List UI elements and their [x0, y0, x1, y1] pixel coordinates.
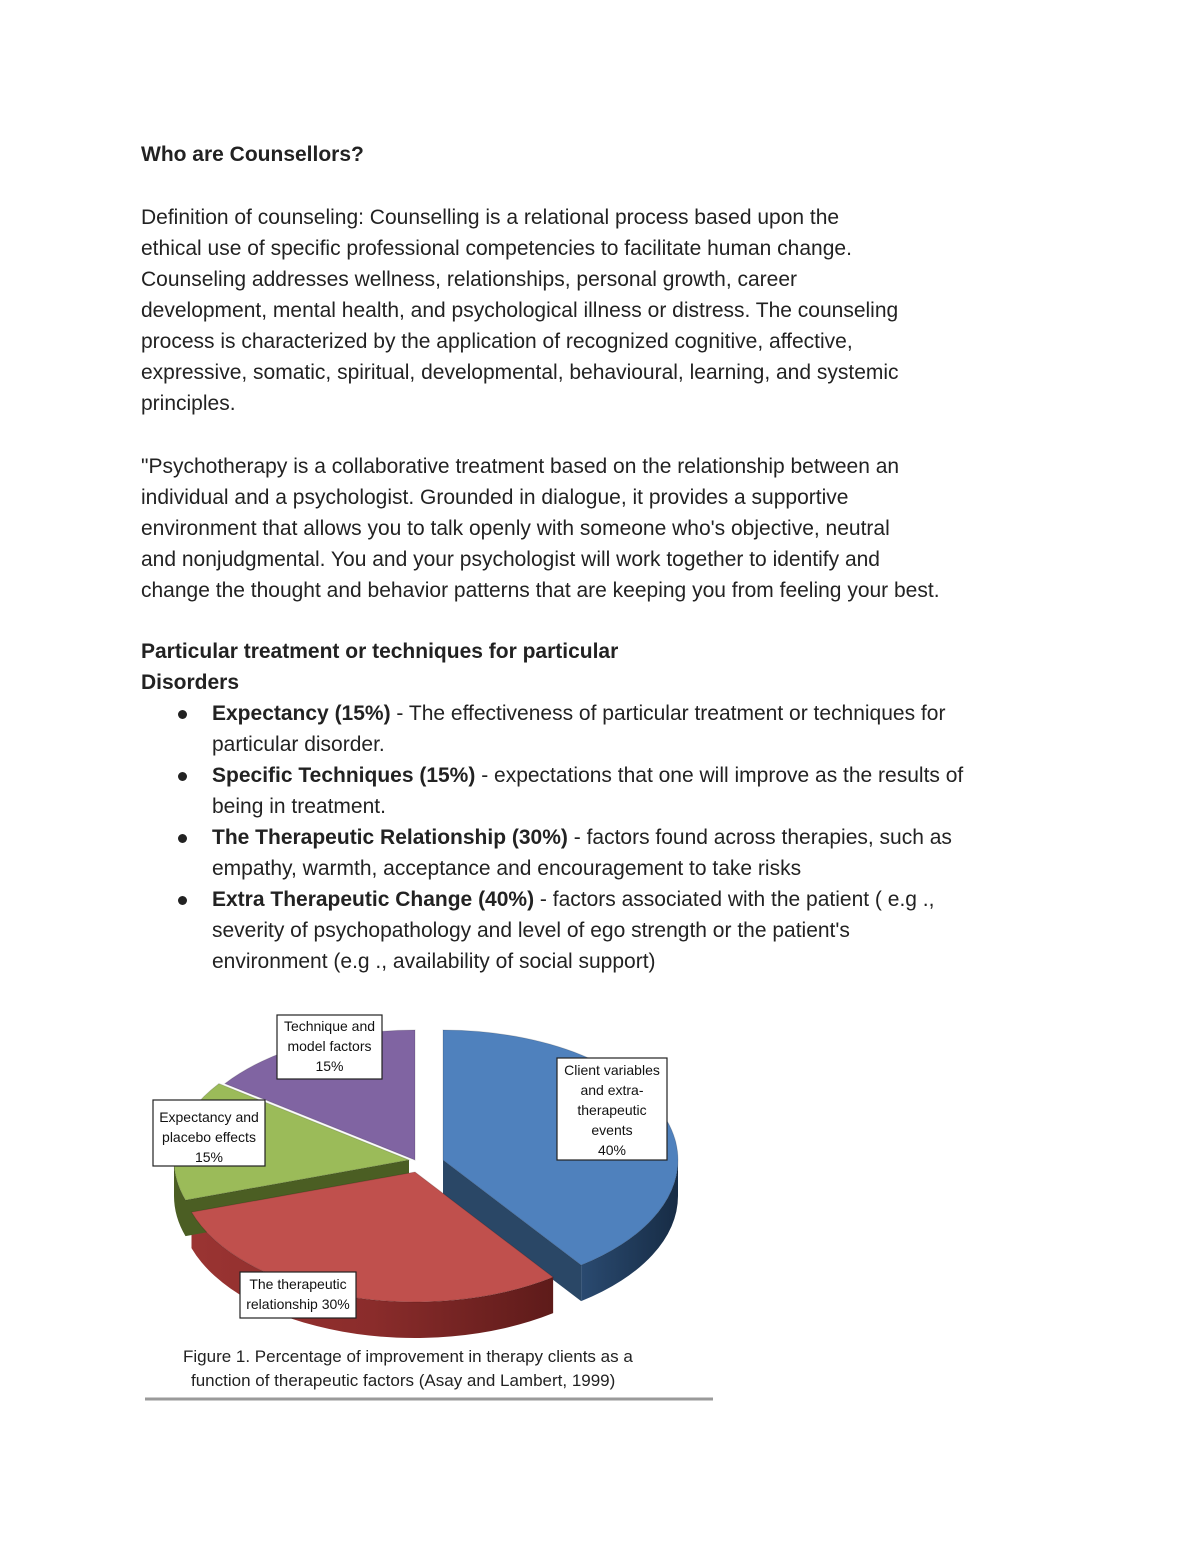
factor-term: Specific Techniques (15%) — [212, 764, 476, 787]
paragraph-line: environment that allows you to talk openly with someone who's objective, neutral — [141, 517, 890, 540]
section-heading-line: Particular treatment or techniques for particular — [141, 640, 619, 663]
factor-description: particular disorder. — [212, 733, 385, 756]
slice-label: Technique and — [283, 1018, 376, 1034]
list-item — [141, 698, 1101, 760]
factor-description: - expectations that one will improve as the results of — [475, 764, 964, 787]
factor-description: empathy, warmth, acceptance and encouragement to take risks — [212, 857, 802, 880]
slice-label: relationship 30% — [246, 1296, 350, 1312]
bullet-icon — [178, 896, 187, 905]
factor-description: environment (e.g ., availability of social support) — [212, 950, 656, 973]
factor-description: being in treatment. — [212, 795, 386, 818]
slice-label: therapeutic — [577, 1102, 647, 1118]
slice-label: Expectancy and — [159, 1109, 259, 1125]
slice-label: events — [591, 1122, 633, 1138]
psychotherapy-quote-paragraph — [141, 451, 1081, 606]
section-heading-line: Disorders — [141, 671, 240, 694]
paragraph-line: development, mental health, and psychological illness or distress. The counseling — [141, 299, 899, 322]
slice-label: placebo effects — [162, 1129, 256, 1145]
factor-description: - The effectiveness of particular treatment or techniques for — [390, 702, 946, 725]
bullet-icon — [178, 710, 187, 719]
figure-caption-line: Figure 1. Percentage of improvement in therapy clients as a — [183, 1347, 633, 1366]
counseling-definition-paragraph — [141, 202, 1081, 419]
paragraph-line: individual and a psychologist. Grounded in dialogue, it provides a supportive — [141, 486, 849, 509]
factor-term: Expectancy (15%) — [212, 702, 391, 725]
factors-list — [141, 698, 1101, 977]
factor-term: Extra Therapeutic Change (40%) — [212, 888, 535, 911]
list-item — [141, 760, 1101, 822]
slice-label: 15% — [194, 1149, 224, 1165]
paragraph-line: Counseling addresses wellness, relationships, personal growth, career — [141, 268, 798, 291]
paragraph-line: expressive, somatic, spiritual, developmental, behavioural, learning, and systemic — [141, 361, 899, 384]
factor-description: severity of psychopathology and level of ego strength or the patient's — [212, 919, 850, 942]
factor-description: - factors found across therapies, such as — [567, 826, 952, 849]
paragraph-line: process is characterized by the application of recognized cognitive, affective, — [141, 330, 853, 353]
factor-term: The Therapeutic Relationship (30%) — [212, 826, 568, 849]
page-title: Who are Counsellors? — [141, 143, 364, 166]
slice-label: 40% — [597, 1142, 627, 1158]
figure-caption-line: function of therapeutic factors (Asay and Lambert, 1999) — [191, 1371, 616, 1390]
paragraph-line: "Psychotherapy is a collaborative treatment based on the relationship between an — [141, 455, 900, 478]
list-item — [141, 884, 1101, 977]
slice-label: and extra- — [580, 1082, 644, 1098]
slice-label: model factors — [287, 1038, 372, 1054]
section-heading — [141, 636, 618, 698]
bullet-icon — [178, 834, 187, 843]
factor-description: - factors associated with the patient ( e.g ., — [534, 888, 935, 911]
paragraph-line: Definition of counseling: Counselling is a relational process based upon the — [141, 206, 840, 229]
slice-label: Client variables — [564, 1062, 660, 1078]
slice-label: 15% — [315, 1058, 344, 1074]
paragraph-line: ethical use of specific professional competencies to facilitate human change. — [141, 237, 852, 260]
paragraph-line: change the thought and behavior patterns that are keeping you from feeling your best. — [141, 579, 940, 602]
pie-chart — [140, 1005, 730, 1410]
paragraph-line: and nonjudgmental. You and your psychologist will work together to identify and — [141, 548, 880, 571]
bullet-icon — [178, 772, 187, 781]
slice-label: The therapeutic — [249, 1276, 347, 1292]
paragraph-line: principles. — [141, 392, 236, 415]
list-item — [141, 822, 1101, 884]
